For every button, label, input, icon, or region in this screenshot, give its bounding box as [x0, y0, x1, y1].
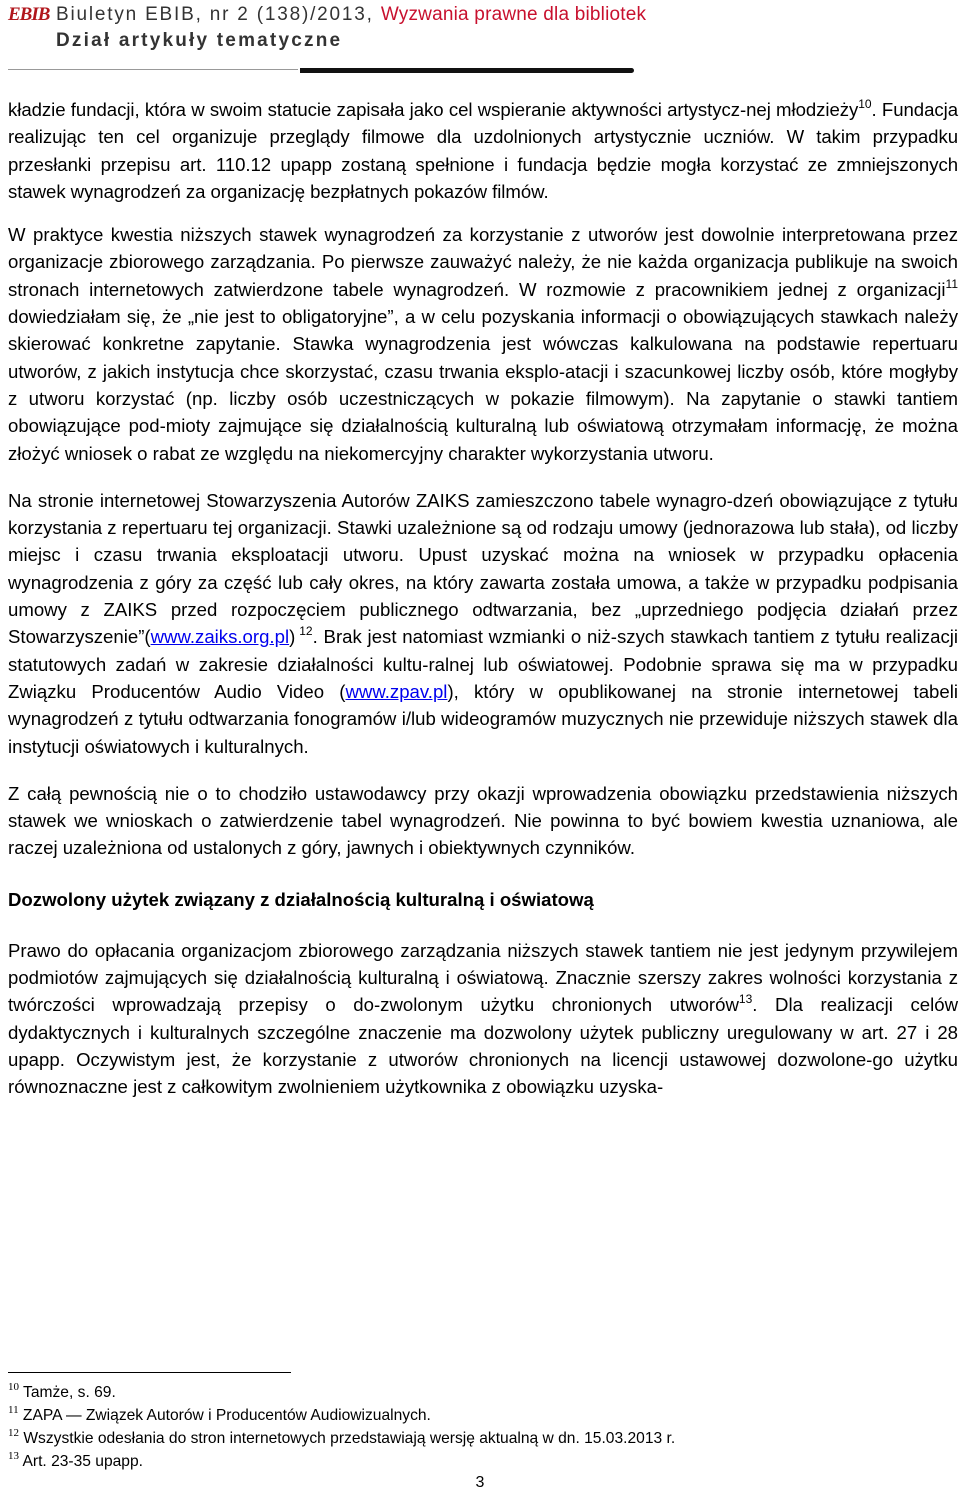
page-header	[0, 0, 960, 80]
paragraph-5: Prawo do opłacania organizacjom zbiorowego zarządzania niższych stawek tantiem nie jest jedynym przywilejem podmiotów zajmujących się działalnością kulturalną i oświatową. Znacznie szerszy zakres wolności korzystania z twórczości wprowadzają przepisy o do-zwolonym użytku chronionych utworów$^{13}$. Dla realizacji celów dydaktycznych i kulturalnych szczególne znaczenie ma dozwolony użytek publiczny uregulowany w art. 27 i 28 upapp. Oczywistym jest, że korzystanie z utworów chronionych na licencji ustawowej dozwolone-go użytku równoznaczne jest z całkowitym zwolnieniem użytkownika z obowiązku uzyska-	[8, 939, 958, 1098]
paragraph-4: Z całą pewnością nie o to chodziło ustawodawcy przy okazji wprowadzenia obowiązku przedstawienia niższych stawek we wnioskach o zatwierdzenie tabel wynagrodzeń. Nie powinna to być bowiem kwestia uznaniowa, ale raczej uzależniona od ustalonych z góry, jawnych i obiektywnych czynników.	[8, 782, 958, 859]
footnote-13: $^{13}$ Art. 23-35 upapp.	[8, 1450, 143, 1470]
footnote-11: $^{11}$ ZAPA — Związek Autorów i Producentów Audiowizualnych.	[8, 1404, 431, 1424]
section-heading: Dozwolony użytek związany z działalnością kulturalną i oświatową	[8, 888, 594, 910]
footnotes	[8, 1381, 948, 1473]
paragraph-2: W praktyce kwestia niższych stawek wynagrodzeń za korzystanie z utworów jest dowolnie interpretowana przez organizacje zbiorowego zarządzania. Po pierwsze zauważyć należy, że nie każda organizacja publikuje na swoich stronach internetowych zatwierdzone tabele wynagrodzeń. W rozmowie z pracownikiem jednej z organizacji$^{11}$ dowiedziałam się, że „nie jest to obligatoryjne”, a w celu pozyskania informacji o obowiązujących stawkach należy skierować konkretne zapytanie. Stawka wynagrodzenia jest wówczas kalkulowana na podstawie repertuaru utworów, z jakich instytucja chce skorzystać, czasu trwania eksplo-atacji i szacunkowej liczby osób, które mogłyby z utworu korzystać (np. liczby osób uczestniczących w pokazie filmowym). Na zapytanie o stawki tantiem obowiązujące pod-mioty zajmujące się działalnością kulturalną lub oświatową otrzymałam informację, że można złożyć wniosek o rabat ze względu na niekomercyjny charakter wykorzystania utworu.	[8, 224, 958, 464]
section-name: Dział artykuły tematyczne	[56, 30, 343, 51]
header-rule-thin	[8, 69, 298, 70]
footnote-ref-10[interactable]: 10	[858, 97, 872, 111]
footnote-12: $^{12}$ Wszystkie odesłania do stron internetowych przedstawiają wersję aktualną w dn. 15.03.2013 r.	[8, 1427, 676, 1447]
footnote-ref-13[interactable]: 13	[738, 992, 753, 1007]
footnote-10: $^{10}$ Tamże, s. 69.	[8, 1381, 116, 1401]
footnote-ref-11[interactable]: 11	[945, 276, 958, 291]
footnote-separator	[8, 1372, 291, 1373]
paragraph-1: kładzie fundacji, która w swoim statucie zapisała jako cel wspieranie aktywności artystycz-nej młodzieży$^{10}$. Fundacja realizując ten cel organizuje przeglądy filmowe dla uzdolnionych artystycznie uczniów. W takim przypadku przesłanki przepisu art. 110.12 upapp zostaną spełnione i fundacja będzie mogła korzystać ze zmniejszonych stawek wynagrodzeń za organizację bezpłatnych pokazów filmów.	[8, 97, 958, 202]
ebib-logo: EBIB	[8, 4, 50, 25]
issue-theme: Wyzwania prawne dla bibliotek	[380, 4, 647, 25]
zpav-link[interactable]: www.zpav.pl	[345, 680, 448, 702]
bulletin-issue: Biuletyn EBIB, nr 2 (138)/2013,	[56, 4, 381, 25]
footnote-ref-12[interactable]: 12	[295, 624, 313, 639]
article-body	[8, 96, 958, 1101]
paragraph-3: Na stronie internetowej Stowarzyszenia Autorów ZAIKS zamieszczono tabele wynagro-dzeń obowiązujące z tytułu korzystania z repertuaru tej organizacji. Stawki uzależnione są od rodzaju umowy (jednorazowa lub stała), od liczby miejsc i czasu trwania eksploatacji utworu. Upust uzyskać można na wniosek w przypadku opłacenia wynagrodzenia z góry za część lub cały okres, na który zawarta została umowa, a także w przypadku podpisania umowy z ZAIKS przed rozpoczęciem publicznego odtwarzania, bez „uprzedniego podjęcia działań przez Stowarzyszenie”(www.zaiks.org.pl) $^{12}$. Brak jest natomiast wzmianki o niż-szych stawkach tantiem z tytułu realizacji statutowych zadań w zakresie działalności kultu-ralnej lub oświatowej. Podobnie sprawa się ma w przypadku Związku Producentów Audio Video (www.zpav.pl), który w opublikowanej na stronie internetowej tabeli wynagrodzeń z tytułu odtwarzania fonogramów i/lub wideogramów muzycznych nie przewiduje niższych stawek dla instytucji oświatowych i kulturalnych.	[8, 489, 959, 757]
zaiks-link[interactable]: www.zaiks.org.pl	[150, 626, 290, 648]
bulletin-title	[56, 2, 646, 28]
page-number: 3	[475, 1474, 485, 1491]
header-rule-thick	[300, 68, 634, 73]
